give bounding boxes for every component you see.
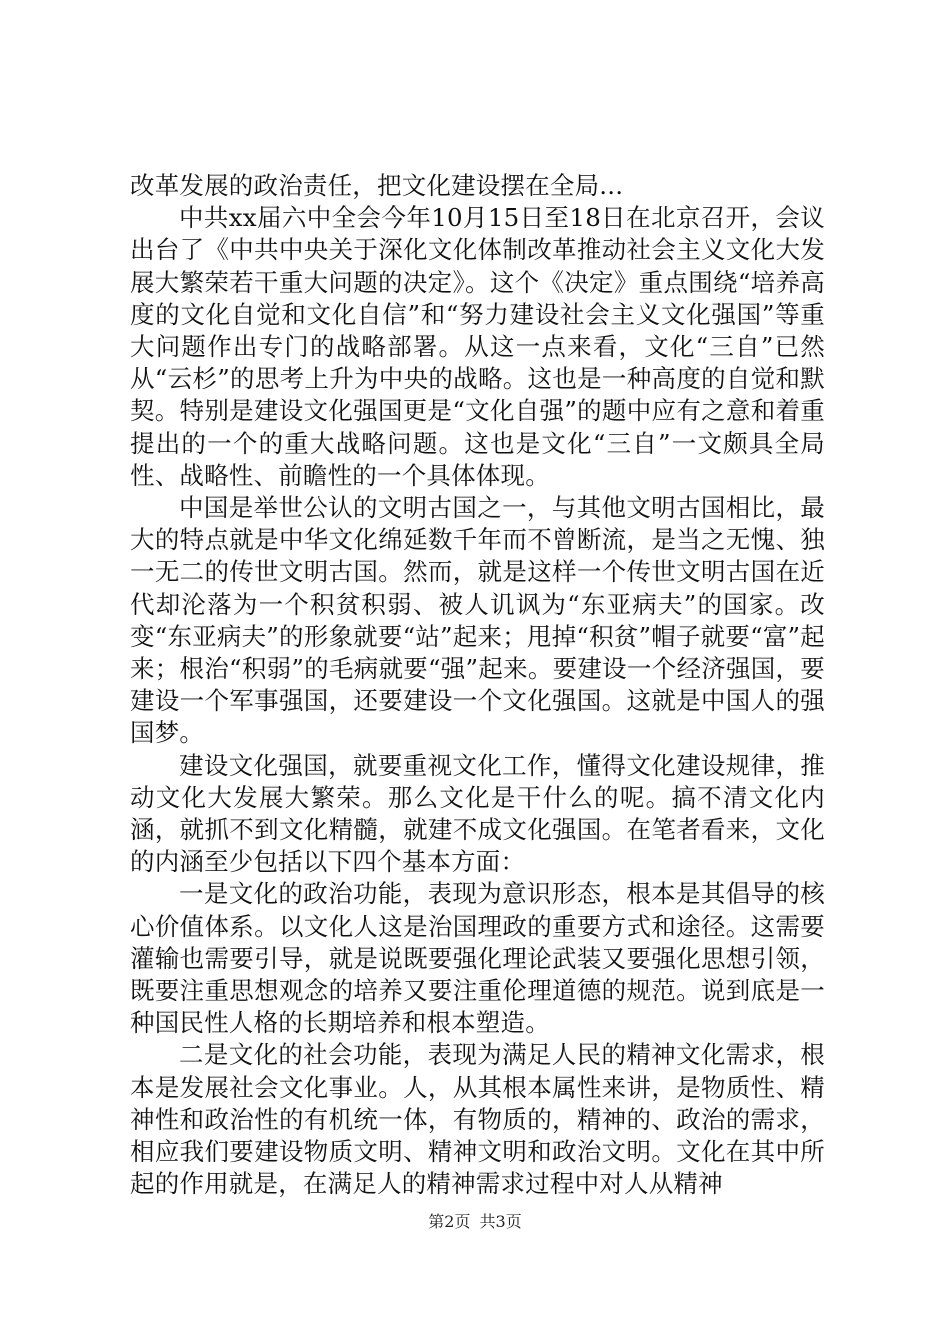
paragraph-2: 中共xx届六中全会今年10月15日至18日在北京召开，会议出台了《中共中央关于深化文化体制改革推动社会主义文化大发展大繁荣若干重大问题的决定》。这个《决定》重点围绕“培养高度的文化自觉和文化自信”和“努力建设社会主义文化强国”等重大问题作出专门的战略部署。从这一点来看，文化“三自”已然从“云杉”的思考上升为中央的战略。这也是一种高度的自觉和默契。特别是建设文化强国更是“文化自强”的题中应有之意和着重提出的一个的重大战略问题。这也是文化“三自”一文颇具全局性、战略性、前瞻性的一个具体体现。 [130, 203, 825, 490]
page-total: 共3页 [479, 1212, 522, 1231]
document-body [130, 170, 825, 1201]
paragraph-1: 改革发展的政治责任，把文化建设摆在全局... [130, 171, 624, 200]
paragraph-4: 建设文化强国，就要重视文化工作，懂得文化建设规律，推动文化大发展大繁荣。那么文化是干什么的呢。搞不清文化内涵，就抓不到文化精髓，就建不成文化强国。在笔者看来，文化的内涵至少包括以下四个基本方面： [130, 750, 825, 877]
paragraph-6: 二是文化的社会功能，表现为满足人民的精神文化需求，根本是发展社会文化事业。人，从其根本属性来讲，是物质性、精神性和政治性的有机统一体，有物质的，精神的、政治的需求，相应我们要建设物质文明、精神文明和政治文明。文化在其中所起的作用就是，在满足人的精神需求过程中对人从精神 [130, 1040, 825, 1199]
paragraph-3: 中国是举世公认的文明古国之一，与其他文明古国相比，最大的特点就是中华文化绵延数千年而不曾断流，是当之无愧、独一无二的传世文明古国。然而，就是这样一个传世文明古国在近代却沦落为一个积贫积弱、被人讥讽为“东亚病夫”的国家。改变“东亚病夫”的形象就要“站”起来；甩掉“积贫”帽子就要“富”起来；根治“积弱”的毛病就要“强”起来。要建设一个经济强国，要建设一个军事强国，还要建设一个文化强国。这就是中国人的强国梦。 [130, 493, 825, 748]
page-footer [0, 1212, 950, 1232]
paragraph-5: 一是文化的政治功能，表现为意识形态，根本是其倡导的核心价值体系。以文化人这是治国理政的重要方式和途径。这需要灌输也需要引导，就是说既要强化理论武装又要强化思想引领，既要注重思想观念的培养又要注重伦理道德的规范。说到底是一种国民性人格的长期培养和根本塑造。 [130, 879, 825, 1038]
page-number: 第2页 [428, 1212, 471, 1231]
